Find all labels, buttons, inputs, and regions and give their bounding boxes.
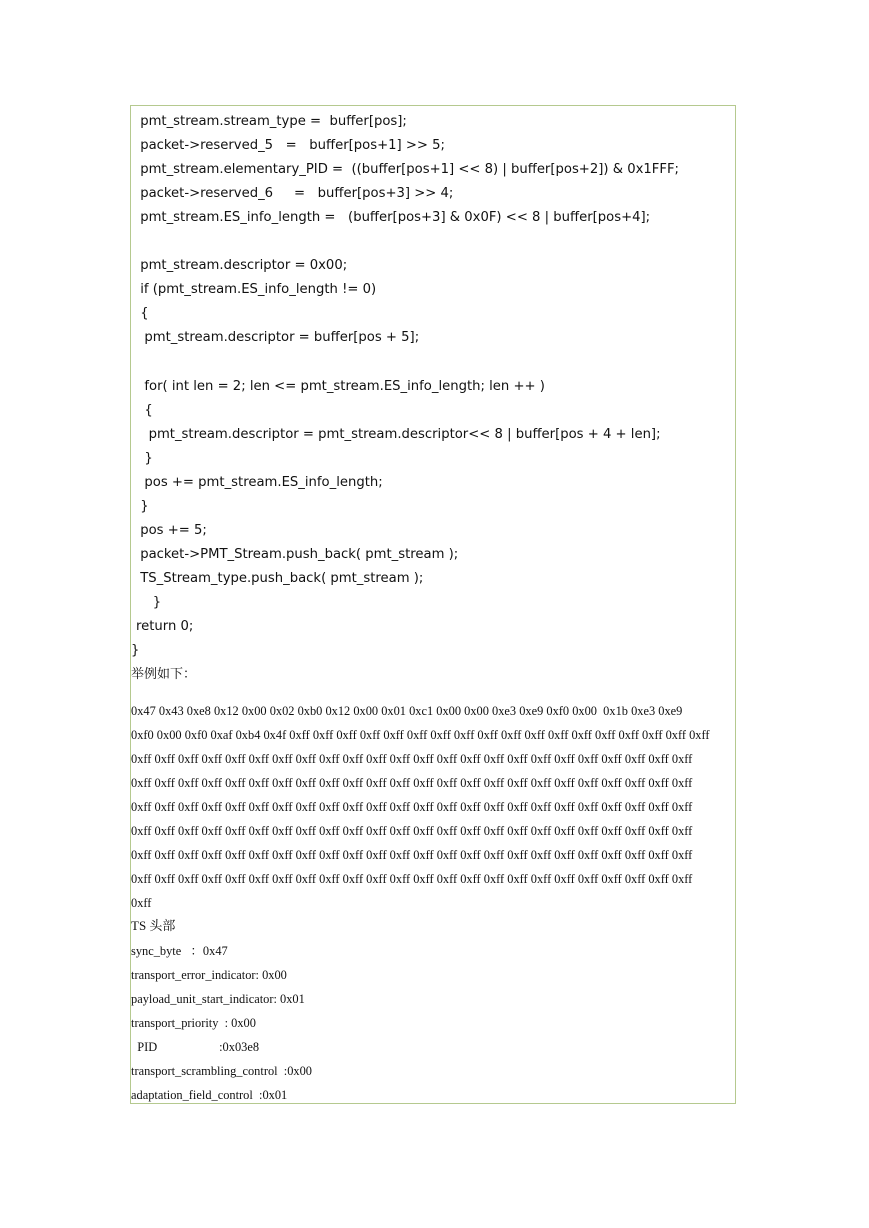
code-line: pmt_stream.descriptor = buffer[pos + 5]; [136, 330, 420, 345]
code-line: packet->PMT_Stream.push_back( pmt_stream ); [136, 547, 459, 562]
field-line: transport_scrambling_control :0x00 [131, 1064, 313, 1078]
code-line: TS_Stream_type.push_back( pmt_stream ); [136, 571, 424, 586]
code-line: pmt_stream.stream_type = buffer[pos]; [136, 114, 407, 129]
code-line: pos += 5; [136, 523, 207, 538]
example-heading: 举例如下： [131, 666, 197, 681]
hex-line: 0xff [131, 896, 152, 910]
code-line: pmt_stream.descriptor = pmt_stream.descriptor<< 8 | buffer[pos + 4 + len]; [136, 427, 661, 442]
code-line: for( int len = 2; len <= pmt_stream.ES_info_length; len ++ ) [136, 379, 545, 394]
field-line: adaptation_field_control :0x01 [131, 1088, 288, 1102]
code-line: } [136, 499, 149, 514]
code-line: { [136, 403, 153, 418]
ts-heading: TS 头部 [131, 918, 176, 933]
field-line: sync_byte ：0x47 [131, 944, 228, 958]
code-line: if (pmt_stream.ES_info_length != 0) [136, 282, 377, 297]
hex-line: 0xff 0xff 0xff 0xff 0xff 0xff 0xff 0xff 0xff 0xff 0xff 0xff 0xff 0xff 0xff 0xff 0xff 0xff 0xff 0xff 0xff 0xff 0xff 0xff [131, 752, 693, 766]
code-line: } [136, 451, 153, 466]
field-line: payload_unit_start_indicator: 0x01 [131, 992, 305, 1006]
hex-line: 0xff 0xff 0xff 0xff 0xff 0xff 0xff 0xff 0xff 0xff 0xff 0xff 0xff 0xff 0xff 0xff 0xff 0xff 0xff 0xff 0xff 0xff 0xff 0xff [131, 872, 693, 886]
code-line: packet->reserved_6 = buffer[pos+3] >> 4; [136, 186, 454, 201]
field-line: transport_priority : 0x00 [131, 1016, 256, 1030]
hex-line: 0xff 0xff 0xff 0xff 0xff 0xff 0xff 0xff 0xff 0xff 0xff 0xff 0xff 0xff 0xff 0xff 0xff 0xff 0xff 0xff 0xff 0xff 0xff 0xff [131, 776, 693, 790]
code-line: pmt_stream.descriptor = 0x00; [136, 258, 348, 273]
code-line: { [136, 306, 149, 321]
field-line: PID :0x03e8 [131, 1040, 260, 1054]
field-line: transport_error_indicator: 0x00 [131, 968, 287, 982]
hex-line: 0xf0 0x00 0xf0 0xaf 0xb4 0x4f 0xff 0xff 0xff 0xff 0xff 0xff 0xff 0xff 0xff 0xff 0xff 0xff 0xff 0xff 0xff 0xff 0xff 0xff [131, 728, 710, 742]
code-line: } [136, 595, 162, 610]
hex-line: 0xff 0xff 0xff 0xff 0xff 0xff 0xff 0xff 0xff 0xff 0xff 0xff 0xff 0xff 0xff 0xff 0xff 0xff 0xff 0xff 0xff 0xff 0xff 0xff [131, 848, 693, 862]
hex-line: 0xff 0xff 0xff 0xff 0xff 0xff 0xff 0xff 0xff 0xff 0xff 0xff 0xff 0xff 0xff 0xff 0xff 0xff 0xff 0xff 0xff 0xff 0xff 0xff [131, 824, 693, 838]
code-line: } [131, 643, 140, 658]
hex-line: 0x47 0x43 0xe8 0x12 0x00 0x02 0xb0 0x12 0x00 0x01 0xc1 0x00 0x00 0xe3 0xe9 0xf0 0x00 0x1b 0xe3 0xe9 [131, 704, 683, 718]
code-line: pmt_stream.ES_info_length = (buffer[pos+3] & 0x0F) << 8 | buffer[pos+4]; [136, 210, 651, 225]
code-line: pmt_stream.elementary_PID = ((buffer[pos+1] << 8) | buffer[pos+2]) & 0x1FFF; [136, 162, 679, 177]
code-line: packet->reserved_5 = buffer[pos+1] >> 5; [136, 138, 445, 153]
hex-line: 0xff 0xff 0xff 0xff 0xff 0xff 0xff 0xff 0xff 0xff 0xff 0xff 0xff 0xff 0xff 0xff 0xff 0xff 0xff 0xff 0xff 0xff 0xff 0xff [131, 800, 693, 814]
code-line: return 0; [136, 619, 194, 634]
code-line: pos += pmt_stream.ES_info_length; [136, 475, 383, 490]
